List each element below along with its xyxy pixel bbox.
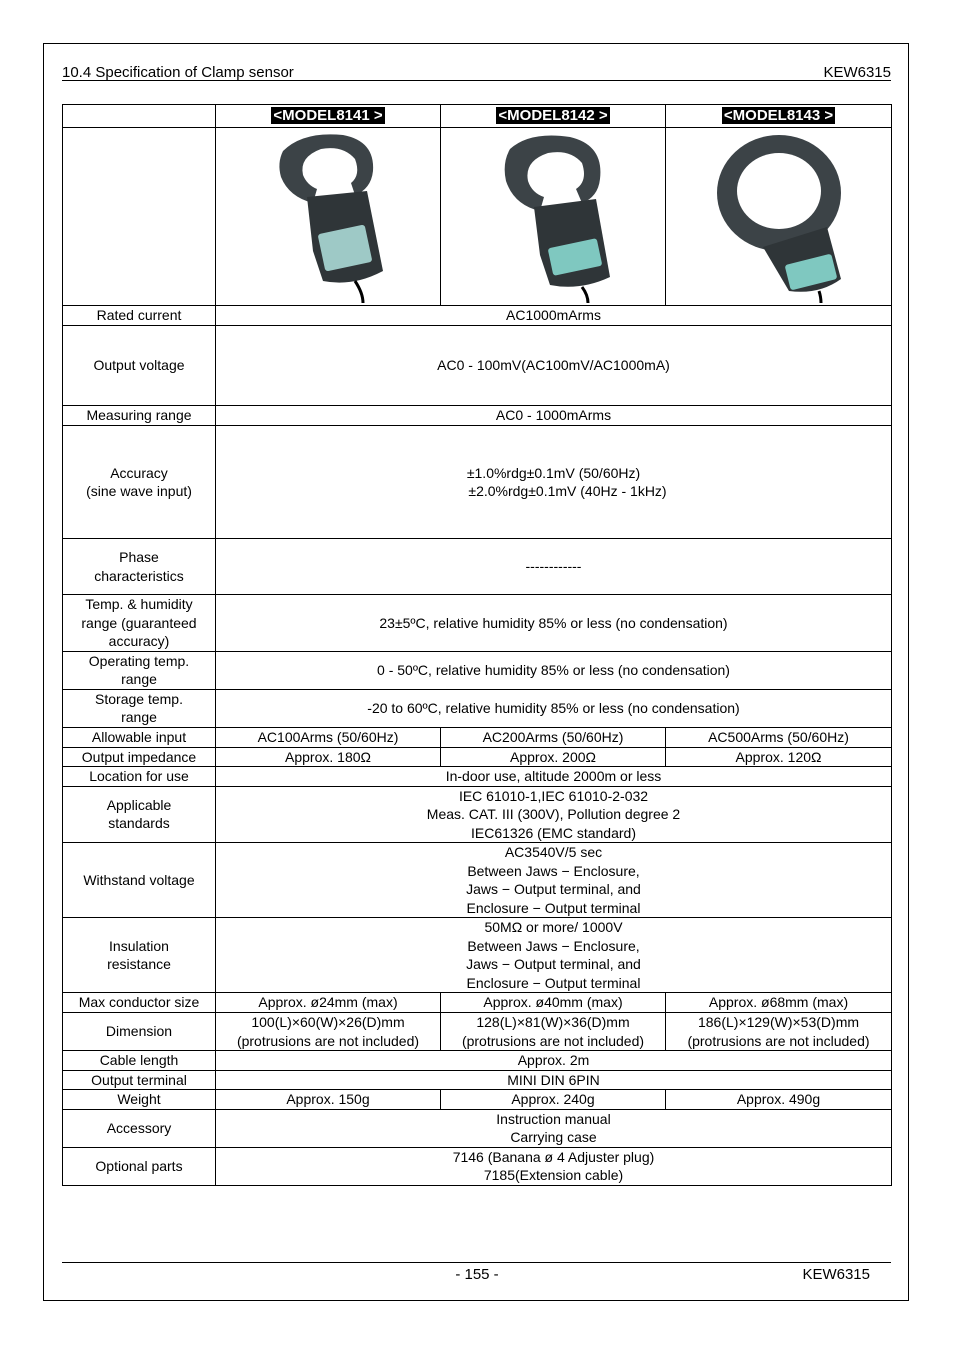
- row-value: AC500Arms (50/60Hz): [666, 727, 892, 747]
- row-value: 0 - 50ºC, relative humidity 85% or less (no condensation): [216, 651, 892, 689]
- row-label: Rated current: [63, 306, 216, 326]
- row-value: AC200Arms (50/60Hz): [441, 727, 666, 747]
- label-line: Accuracy: [110, 464, 168, 481]
- row-value: [216, 786, 892, 843]
- row-value: [216, 1109, 892, 1147]
- model-label: <MODEL8143 >: [723, 107, 834, 125]
- table-cell: [216, 105, 441, 128]
- row-value: AC0 - 1000mArms: [216, 406, 892, 426]
- row-value: 23±5ºC, relative humidity 85% or less (no condensation): [216, 595, 892, 652]
- value-line: 7185(Extension cable): [483, 1167, 624, 1183]
- row-label: Withstand voltage: [63, 843, 216, 918]
- row-value: Approx. 120Ω: [666, 747, 892, 767]
- value-line: 186(L)×129(W)×53(D)mm: [697, 1014, 860, 1030]
- row-label: [63, 539, 216, 595]
- value-line: (protrusions are not included): [236, 1032, 420, 1049]
- value-line: Jaws − Output terminal, and: [466, 881, 641, 897]
- row-value: MINI DIN 6PIN: [216, 1070, 892, 1090]
- footer-rule: [62, 1262, 891, 1263]
- label-line: resistance: [107, 956, 171, 972]
- row-label: Accessory: [63, 1109, 216, 1147]
- row-value: Approx. ø24mm (max): [216, 993, 441, 1013]
- table-row: [63, 689, 892, 727]
- table-row: [63, 1070, 892, 1090]
- row-value: [216, 1013, 441, 1051]
- table-row: [63, 595, 892, 652]
- label-line: range: [121, 709, 157, 725]
- page-number: - 155 -: [455, 1266, 499, 1283]
- row-label: Optional parts: [63, 1147, 216, 1185]
- row-value: [216, 918, 892, 993]
- value-line: 100(L)×60(W)×26(D)mm: [251, 1014, 405, 1030]
- label-line: (sine wave input): [86, 483, 192, 499]
- table-row: [63, 539, 892, 595]
- value-line: Instruction manual: [496, 1110, 611, 1127]
- table-row: [63, 1013, 892, 1051]
- spec-table: [62, 104, 892, 1186]
- row-value: Approx. 180Ω: [216, 747, 441, 767]
- footer-model: KEW6315: [802, 1266, 870, 1283]
- value-line: IEC 61010-1,IEC 61010-2-032: [458, 787, 649, 804]
- label-line: standards: [108, 815, 170, 832]
- table-row: [63, 918, 892, 993]
- value-line: (protrusions are not included): [687, 1032, 870, 1049]
- value-line: 50MΩ or more/ 1000V: [484, 919, 623, 935]
- row-value: -20 to 60ºC, relative humidity 85% or less (no condensation): [216, 689, 892, 727]
- table-cell: [216, 128, 441, 306]
- header-model: KEW6315: [823, 64, 891, 81]
- row-value: AC0 - 100mV(AC100mV/AC1000mA): [216, 326, 892, 406]
- value-line: Enclosure − Output terminal: [466, 899, 641, 916]
- table-cell: [441, 128, 666, 306]
- row-label: [63, 426, 216, 539]
- row-label: [63, 918, 216, 993]
- label-line: accuracy): [108, 633, 170, 649]
- table-row: [63, 1090, 892, 1110]
- label-line: Storage temp.: [95, 690, 183, 707]
- table-cell: [63, 128, 216, 306]
- table-row: [63, 1109, 892, 1147]
- label-line: Operating temp.: [88, 652, 190, 669]
- value-line: 128(L)×81(W)×36(D)mm: [476, 1014, 630, 1030]
- row-label: Cable length: [63, 1051, 216, 1071]
- label-line: Insulation: [109, 937, 169, 954]
- row-label: Weight: [63, 1090, 216, 1110]
- label-line: range: [121, 671, 157, 687]
- value-line: AC3540V/5 sec: [504, 844, 603, 860]
- row-value: AC1000mArms: [216, 306, 892, 326]
- table-cell: [441, 105, 666, 128]
- row-label: Location for use: [63, 767, 216, 787]
- clamp-sensor-medium-icon: [488, 131, 618, 303]
- row-value: Approx. 200Ω: [441, 747, 666, 767]
- value-line: Between Jaws − Enclosure,: [467, 862, 640, 879]
- value-line: Jaws − Output terminal, and: [466, 956, 641, 972]
- table-row: [63, 1051, 892, 1071]
- row-value: AC100Arms (50/60Hz): [216, 727, 441, 747]
- row-value: [216, 1147, 892, 1185]
- value-line: 7146 (Banana ø 4 Adjuster plug): [452, 1148, 655, 1165]
- row-value: [216, 843, 892, 918]
- row-label: Output terminal: [63, 1070, 216, 1090]
- row-value: In-door use, altitude 2000m or less: [216, 767, 892, 787]
- row-label: Output impedance: [63, 747, 216, 767]
- value-line: IEC61326 (EMC standard): [471, 824, 636, 841]
- clamp-sensor-small-icon: [263, 131, 393, 303]
- row-value: [666, 1013, 892, 1051]
- value-line: Between Jaws − Enclosure,: [467, 937, 640, 954]
- value-line: Carrying case: [510, 1129, 597, 1145]
- model-label: <MODEL8141 >: [273, 107, 383, 125]
- table-row: [63, 128, 892, 306]
- row-value: [216, 426, 892, 539]
- value-line: Meas. CAT. III (300V), Pollution degree 2: [426, 806, 681, 822]
- table-cell: [666, 128, 892, 306]
- table-row: [63, 651, 892, 689]
- row-label: Output voltage: [63, 326, 216, 406]
- table-row: [63, 306, 892, 326]
- row-value: Approx. 490g: [666, 1090, 892, 1110]
- table-row: [63, 843, 892, 918]
- row-label: Measuring range: [63, 406, 216, 426]
- label-line: range (guaranteed: [81, 614, 197, 631]
- row-value: Approx. 240g: [441, 1090, 666, 1110]
- table-row: [63, 727, 892, 747]
- row-value: Approx. ø68mm (max): [666, 993, 892, 1013]
- label-line: Applicable: [106, 796, 172, 813]
- table-row: [63, 426, 892, 539]
- row-label: Dimension: [63, 1013, 216, 1051]
- table-row: [63, 993, 892, 1013]
- header-rule: [62, 80, 891, 81]
- table-cell: [666, 105, 892, 128]
- row-label: [63, 786, 216, 843]
- row-value: Approx. 2m: [216, 1051, 892, 1071]
- value-line: (protrusions are not included): [461, 1032, 645, 1049]
- row-label: [63, 651, 216, 689]
- section-title: 10.4 Specification of Clamp sensor: [62, 64, 294, 81]
- table-row: [63, 747, 892, 767]
- value-line: ±1.0%rdg±0.1mV (50/60Hz): [466, 464, 641, 481]
- table-row: [63, 767, 892, 787]
- value-line: ±2.0%rdg±0.1mV (40Hz - 1kHz): [468, 483, 667, 499]
- table-row: [63, 105, 892, 128]
- table-row: [63, 406, 892, 426]
- label-line: Temp. & humidity: [85, 596, 193, 612]
- value-line: Enclosure − Output terminal: [466, 974, 641, 991]
- label-line: characteristics: [94, 567, 184, 584]
- row-label: Max conductor size: [63, 993, 216, 1013]
- table-row: [63, 786, 892, 843]
- row-label: Allowable input: [63, 727, 216, 747]
- row-label: [63, 689, 216, 727]
- clamp-sensor-large-icon: [709, 131, 849, 303]
- row-value: Approx. 150g: [216, 1090, 441, 1110]
- row-label: [63, 595, 216, 652]
- model-label: <MODEL8142 >: [498, 107, 608, 125]
- label-line: Phase: [119, 549, 159, 565]
- table-row: [63, 326, 892, 406]
- table-row: [63, 1147, 892, 1185]
- row-value: ------------: [216, 539, 892, 595]
- row-value: [441, 1013, 666, 1051]
- table-cell: [63, 105, 216, 128]
- row-value: Approx. ø40mm (max): [441, 993, 666, 1013]
